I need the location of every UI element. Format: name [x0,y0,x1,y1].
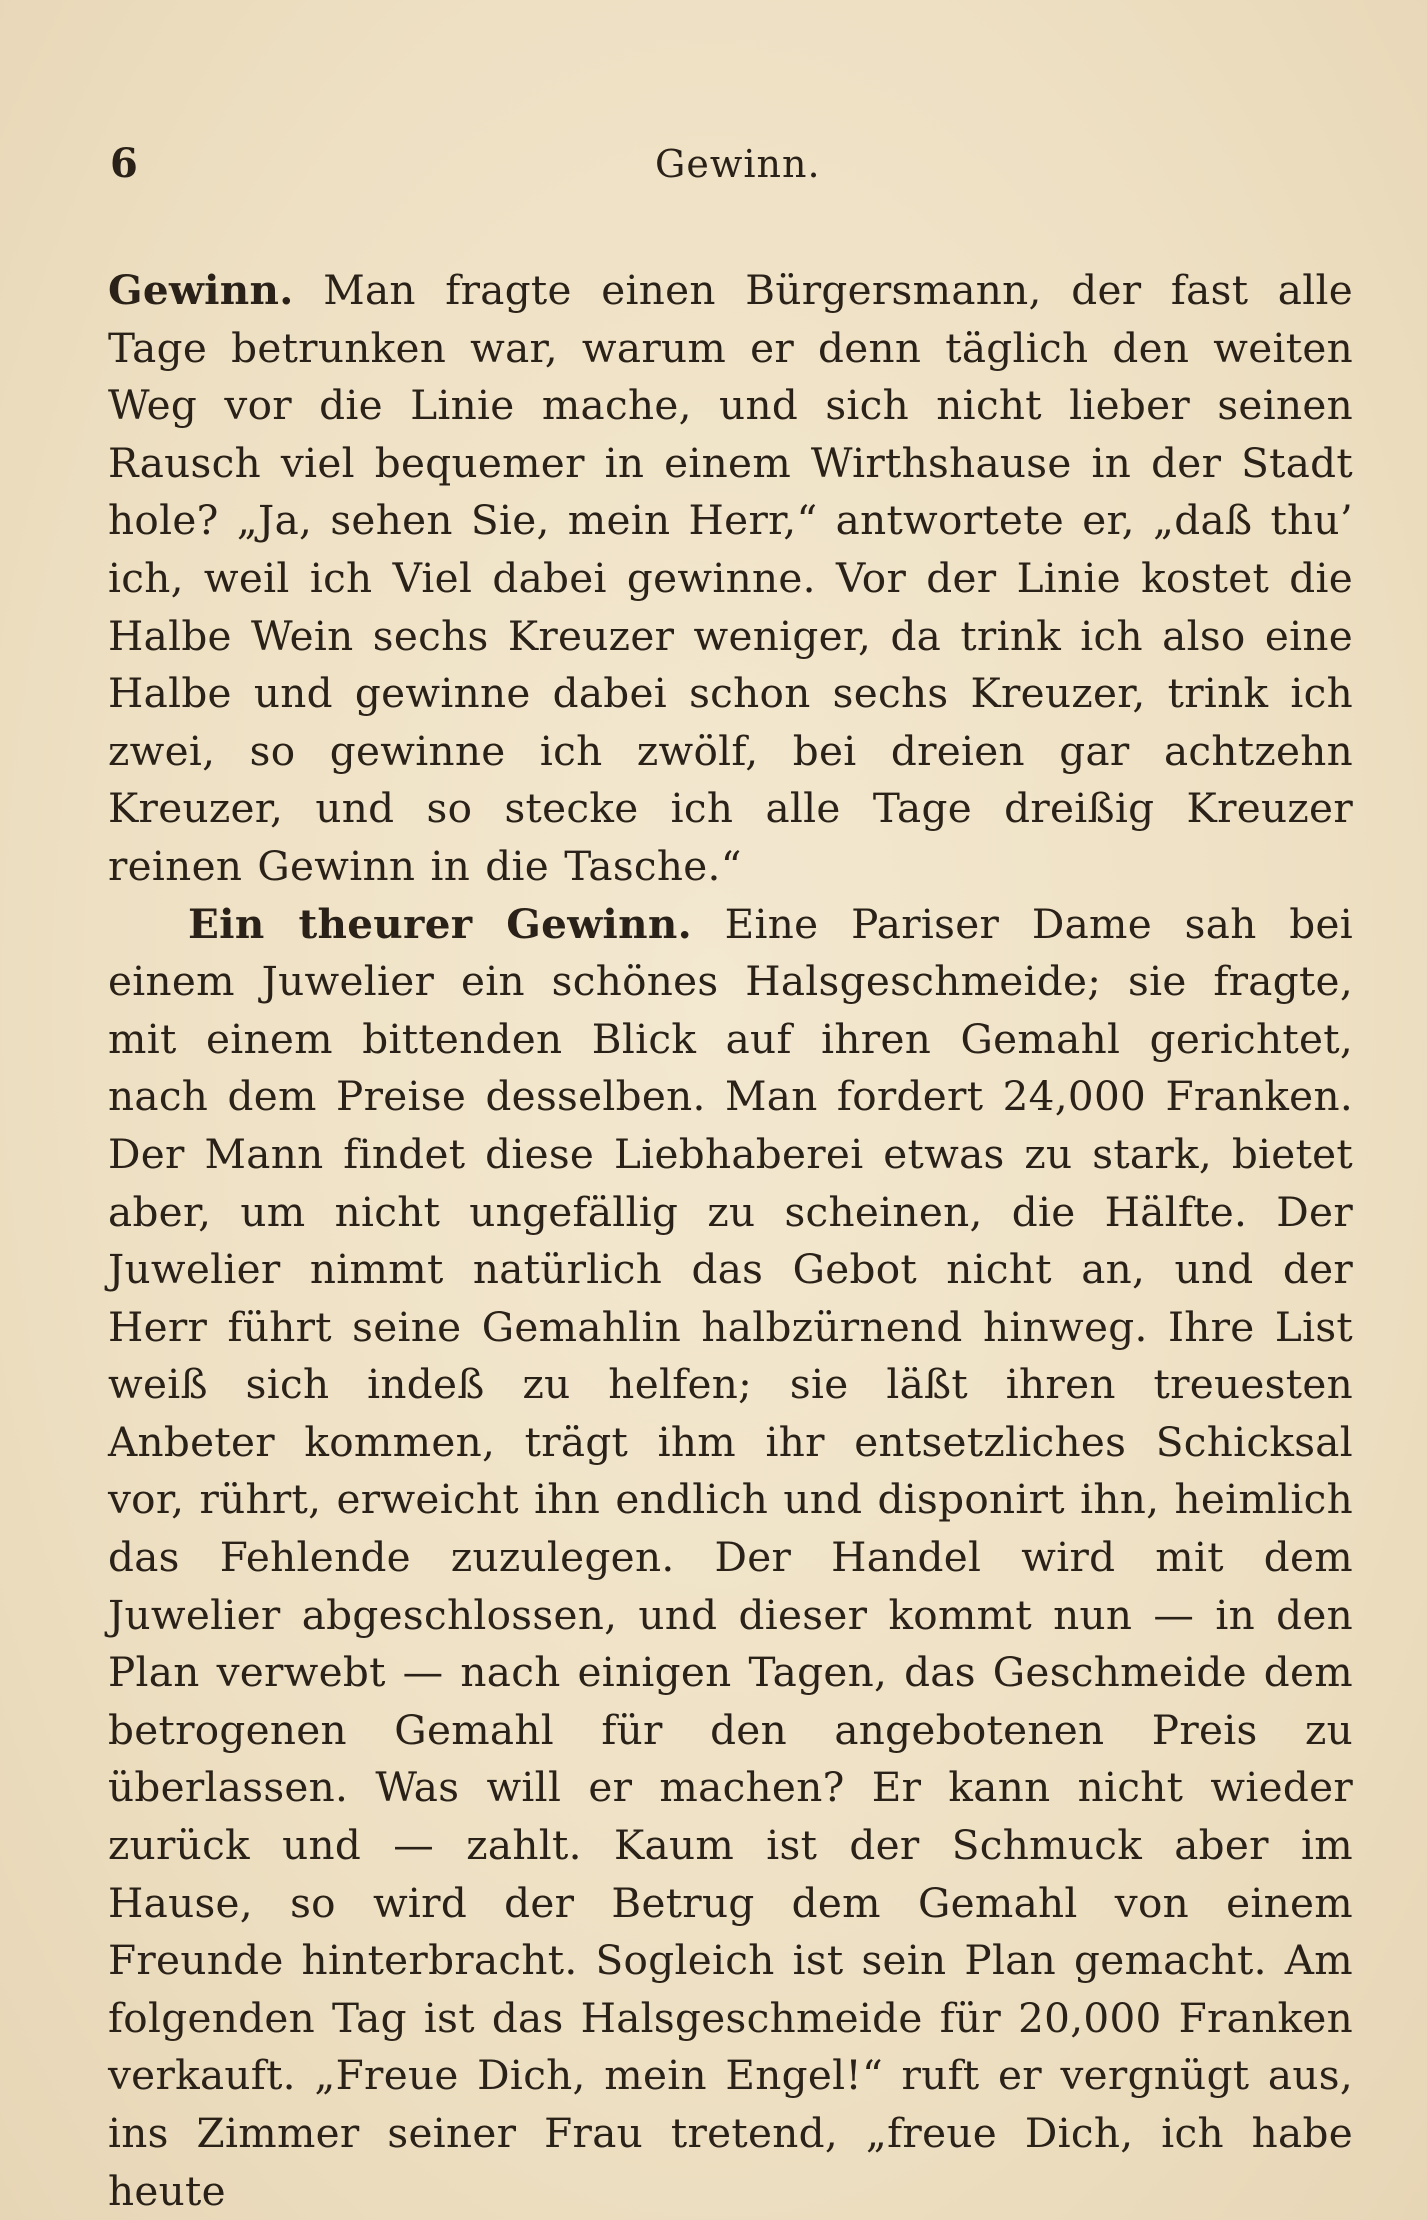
paragraph-heading: Gewinn. [108,266,294,314]
running-head: Gewinn. [655,142,821,186]
paragraph-text: Eine Pariser Dame sah bei einem Juwelier ein schönes Halsgeschmeide; sie fragte, mit einem bittenden Blick auf ihren Gemahl gerichtet, nach dem Preise desselben. Man fordert 24,000 Franken. Der Mann findet diese Liebhaberei etwas zu stark, bietet aber, um nicht ungefällig zu scheinen, die Hälfte. Der Juwelier nimmt natürlich das Gebot nicht an, und der Herr führt seine Gemahlin halbzürnend hinweg. Ihre List weiß sich indeß zu helfen; sie läßt ihren treuesten Anbeter kommen, trägt ihm ihr entsetzliches Schicksal vor, rührt, erweicht ihn endlich und disponirt ihn, heimlich das Fehlende zuzulegen. Der Handel wird mit dem Juwelier abgeschlossen, und dieser kommt nun — in den Plan verwebt — nach einigen Tagen, das Geschmeide dem betrogenen Gemahl für den angebotenen Preis zu überlassen. Was will er machen? Er kann nicht wieder zurück und — zahlt. Kaum ist der Schmuck aber im Hause, so wird der Betrug dem Gemahl von einem Freunde hinterbracht. Sogleich ist sein Plan gemacht. Am folgenden Tag ist das Halsgeschmeide für 20,000 Franken verkauft. „Freue Dich, mein Engel!“ ruft er vergnügt aus, ins Zimmer seiner Frau tretend, „freue Dich, ich habe heute [108,899,1353,2215]
body-text [108,262,1353,2220]
paragraph-ein-theurer-gewinn [108,896,1353,2220]
paragraph-text: Man fragte einen Bürgersmann, der fast alle Tage betrunken war, warum er denn täglich den weiten Weg vor die Linie mache, und sich nicht lieber seinen Rausch viel bequemer in einem Wirthshause in der Stadt hole? „Ja, sehen Sie, mein Herr,“ antwortete er, „daß thu’ ich, weil ich Viel dabei gewinne. Vor der Linie kostet die Halbe Wein sechs Kreuzer weniger, da trink ich also eine Halbe und gewinne dabei schon sechs Kreuzer, trink ich zwei, so gewinne ich zwölf, bei dreien gar achtzehn Kreuzer, und so stecke ich alle Tage dreißig Kreuzer reinen Gewinn in die Tasche.“ [108,266,1353,890]
page-number: 6 [110,140,138,187]
paragraph-gewinn [108,262,1353,896]
paragraph-heading: Ein theurer Gewinn. [188,899,692,948]
page-header [110,140,1360,200]
